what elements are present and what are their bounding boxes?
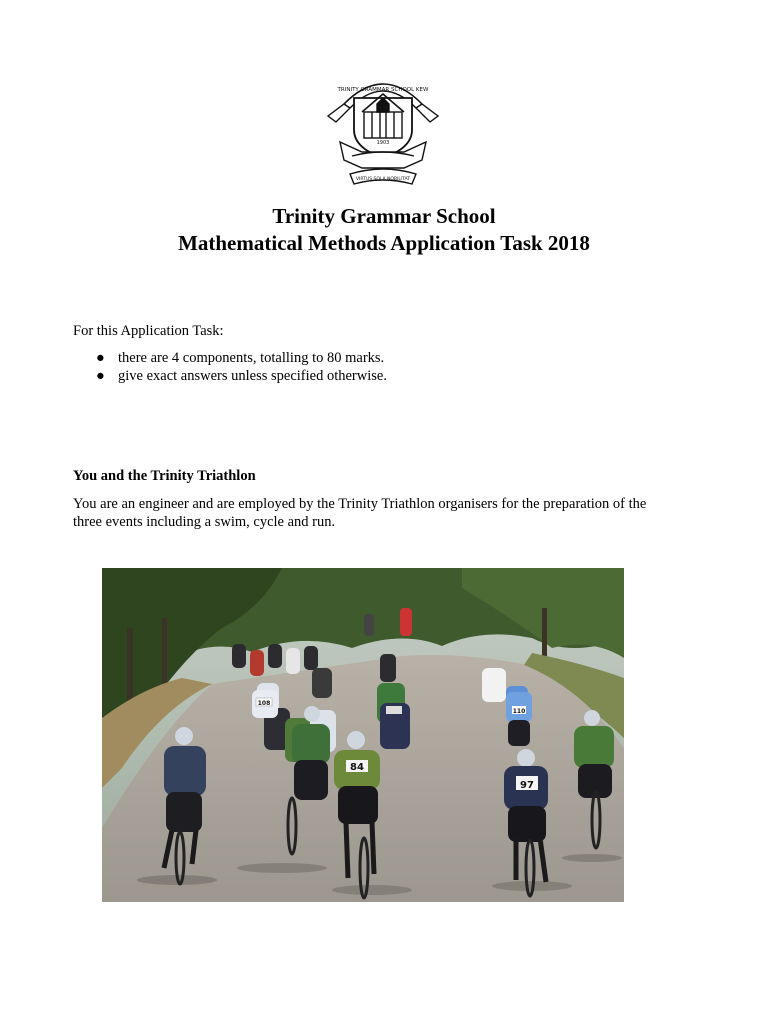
rider-number: 84 [350, 762, 364, 773]
rider-number: 97 [520, 780, 534, 791]
bullet-text: there are 4 components, totalling to 80 marks. [118, 350, 385, 366]
bullet-text: give exact answers unless specified otherwise. [118, 368, 387, 384]
section-paragraph-line: three events including a swim, cycle and run. [73, 514, 336, 530]
bullet-icon: ● [96, 368, 105, 384]
crest-motto-text: VIRTUS SOLA NOBILITAT [355, 177, 411, 182]
rider-number: 108 [257, 700, 271, 707]
section-paragraph-line: You are an engineer and are employed by the Trinity Triathlon organisers for the preparation of the [73, 496, 647, 512]
rider-number: 110 [512, 708, 526, 715]
bullet-icon: ● [96, 350, 105, 366]
bullet-item [96, 367, 387, 385]
bullet-item [96, 349, 384, 367]
intro-lead: For this Application Task: [73, 323, 224, 339]
cyclists-riding-uphill-photo [102, 568, 624, 902]
crest-banner-text: TRINITY GRAMMAR SCHOOL KEW [337, 87, 429, 93]
section-heading: You and the Trinity Triathlon [73, 468, 256, 484]
page-subtitle: Mathematical Methods Application Task 2018 [178, 231, 590, 255]
school-crest-icon [322, 68, 444, 188]
crest-year-text: 1903 [376, 140, 390, 146]
page-title: Trinity Grammar School [272, 204, 496, 228]
